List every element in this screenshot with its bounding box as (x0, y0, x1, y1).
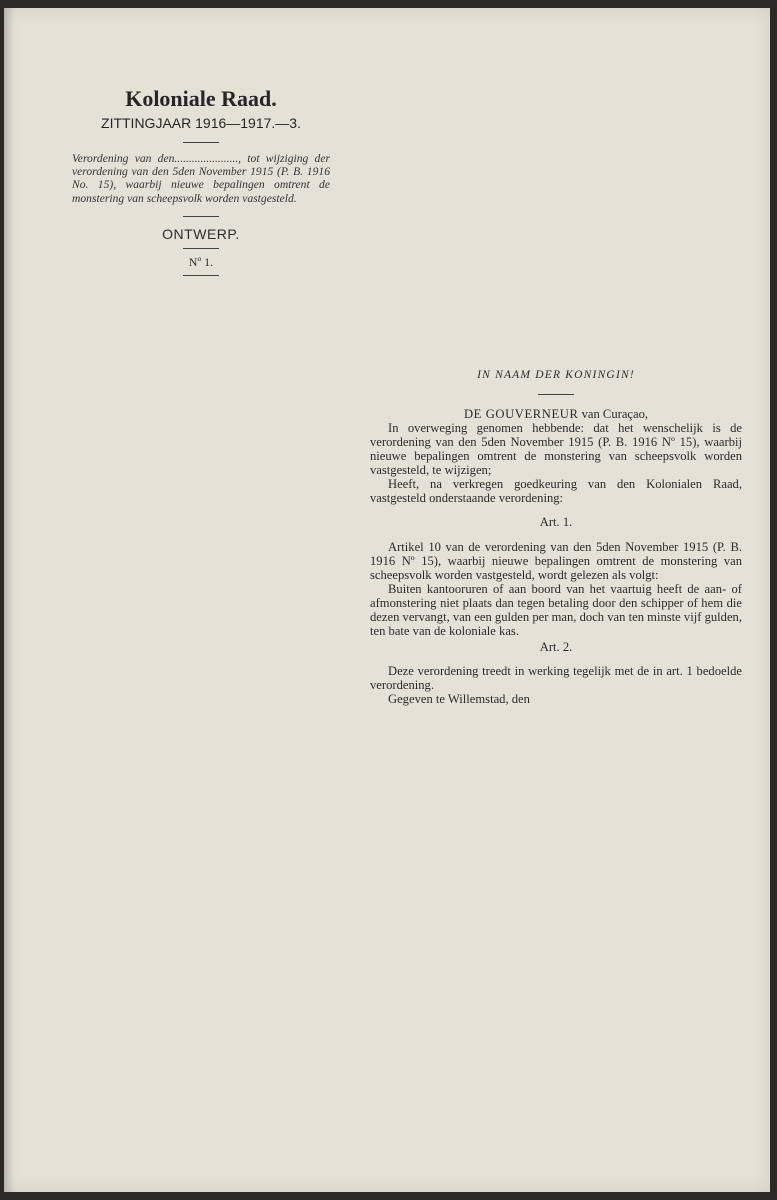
article-1-quote: Buiten kantooruren of aan boord van het vaartuig heeft de aan- of afmonstering niet plaats dan tegen betaling door den schipper of hem die dezen vervangt, van een gulden per man, doch van ten minste vijf gulden, ten bate van de koloniale kas. (370, 582, 742, 638)
given-at-line: Gegeven te Willemstad, den (388, 692, 530, 706)
session-year: ZITTINGJAAR 1916—1917.—3. (101, 115, 301, 131)
approval-paragraph: Heeft, na verkregen goedkeuring van den Kolonialen Raad, vastgesteld onderstaande verordening: (370, 477, 742, 505)
divider-rule (183, 248, 219, 249)
governor-territory: van Curaçao, (578, 407, 649, 421)
article-2-heading: Art. 2. (539, 640, 573, 654)
article-1-text: Artikel 10 van de verordening van den 5den November 1915 (P. B. 1916 Nº 15), waarbij nieuwe bepalingen omtrent de monstering van scheepsvolk worden vastgesteld, wordt gelezen als volgt: (370, 540, 742, 582)
article-2-text: Deze verordening treedt in werking tegelijk met de in art. 1 bedoelde verordening. (370, 664, 742, 692)
invocation: IN NAAM DER KONINGIN! (477, 369, 635, 381)
divider-rule (538, 394, 574, 395)
document-header (70, 86, 332, 276)
council-title: Koloniale Raad. (125, 86, 277, 111)
consideration-paragraph: In overweging genomen hebbende: dat het wenschelijk is de verordening van den 5den November 1915 (P. B. 1916 Nº 15), waarbij nieuwe bepalingen omtrent de monstering van scheepsvolk worden vastgesteld, te wijzigen; (370, 421, 742, 477)
draft-number: Nº 1. (188, 254, 214, 269)
governor-title: DE GOUVERNEUR (463, 407, 579, 421)
decree-body (370, 368, 742, 706)
article-1-heading: Art. 1. (539, 515, 573, 529)
governor-line (370, 407, 742, 421)
document-page (4, 8, 770, 1192)
draft-label: ONTWERP. (162, 225, 240, 242)
divider-rule (183, 216, 219, 217)
divider-rule (183, 142, 219, 143)
decree-description: Verordening van den......................, tot wijziging der verordening van den 5den November 1915 (P. B. 1916 No. 15), waarbij nieuwe bepalingen omtrent de monstering van scheepsvolk worden vastgesteld. (72, 152, 330, 205)
divider-rule (183, 275, 219, 276)
